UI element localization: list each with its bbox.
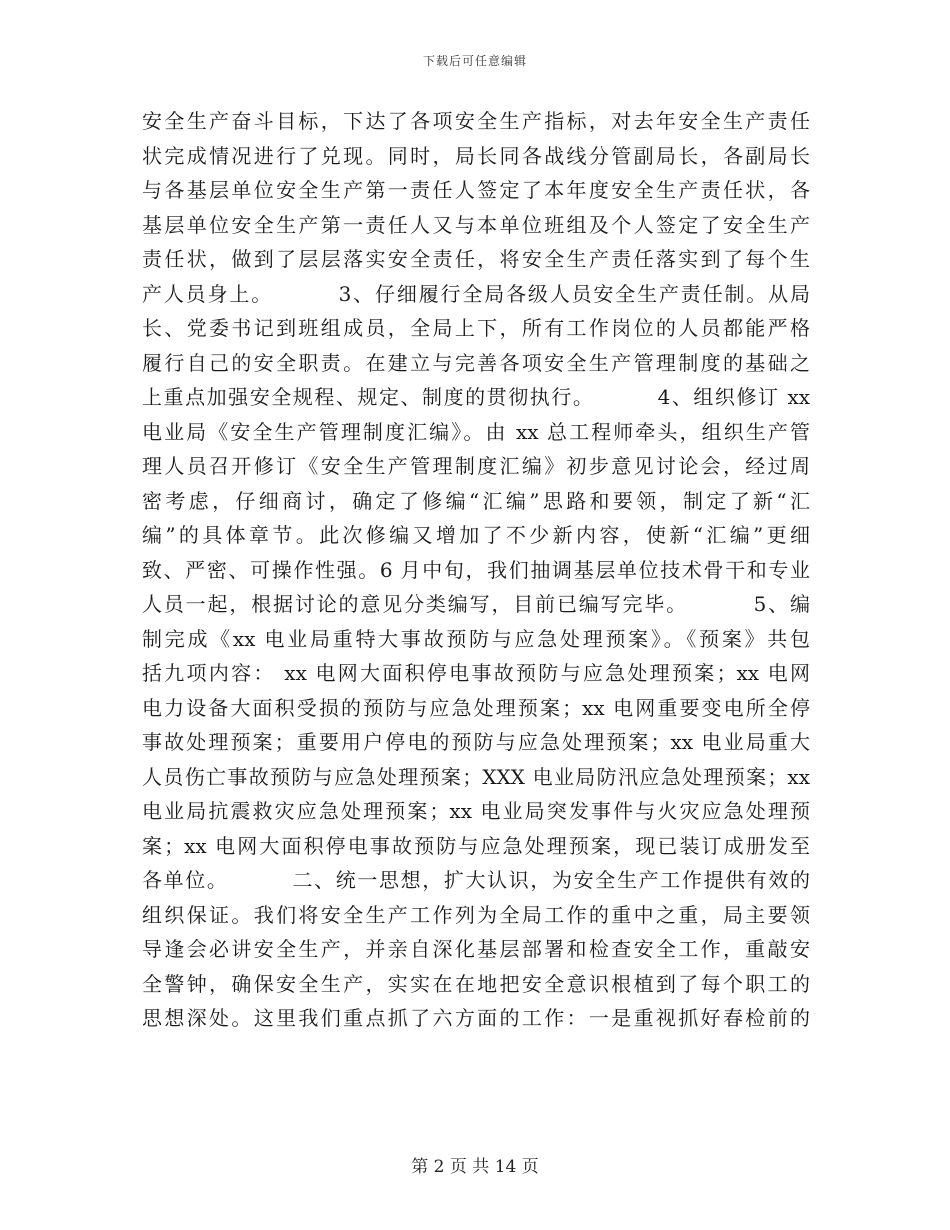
text-line: 各单位。 二、统一思想，扩大认识，为安全生产工作提供有效的 bbox=[142, 868, 810, 892]
text-line: 密考虑，仔细商讨，确定了修编“汇编”思路和要领，制定了新“汇 bbox=[142, 488, 810, 513]
text-line: 思想深处。这里我们重点抓了六方面的工作：一是重视抓好春检前的 bbox=[142, 1006, 810, 1030]
text-line: 人员伤亡事故预防与应急处理预案；XXX 电业局防汛应急处理预案；xx bbox=[142, 764, 810, 789]
text-line: 上重点加强安全规程、规定、制度的贯彻执行。 4、组织修订 xx bbox=[142, 385, 810, 409]
text-line: 与各基层单位安全生产第一责任人签定了本年度安全生产责任状，各 bbox=[142, 178, 810, 202]
text-line: 组织保证。我们将安全生产工作列为全局工作的重中之重，局主要领 bbox=[142, 902, 810, 927]
text-line: 长、党委书记到班组成员，全局上下，所有工作岗位的人员都能严格 bbox=[142, 316, 810, 340]
text-line: 制完成《xx 电业局重特大事故预防与应急处理预案》。《预案》共包 bbox=[142, 626, 810, 651]
text-line: 导逢会必讲安全生产，并亲自深化基层部署和检查安全工作，重敲安 bbox=[142, 937, 810, 961]
text-line: 案；xx 电网大面积停电事故预防与应急处理预案，现已装订成册发至 bbox=[142, 833, 810, 858]
text-line: 理人员召开修订《安全生产管理制度汇编》初步意见讨论会，经过周 bbox=[142, 454, 810, 478]
page-header: 下载后可任意编辑 bbox=[422, 54, 527, 68]
text-line: 产人员身上。 3、仔细履行全局各级人员安全生产责任制。从局 bbox=[142, 281, 810, 306]
text-line: 电业局抗震救灾应急处理预案；xx 电业局突发事件与火灾应急处理预 bbox=[142, 799, 810, 823]
text-line: 状完成情况进行了兑现。同时，局长同各战线分管副局长，各副局长 bbox=[142, 143, 810, 168]
document-body bbox=[142, 104, 810, 1036]
text-line: 基层单位安全生产第一责任人又与本单位班组及个人签定了安全生产 bbox=[142, 212, 810, 237]
text-line: 人员一起，根据讨论的意见分类编写，目前已编写完毕。 5、编 bbox=[142, 592, 810, 616]
text-line: 括九项内容： xx 电网大面积停电事故预防与应急处理预案；xx 电网 bbox=[142, 661, 810, 685]
text-line: 电力设备大面积受损的预防与应急处理预案；xx 电网重要变电所全停 bbox=[142, 695, 810, 720]
text-line: 全警钟，确保安全生产，实实在在地把安全意识根植到了每个职工的 bbox=[142, 971, 810, 996]
text-line: 编”的具体章节。此次修编又增加了不少新内容，使新“汇编”更细 bbox=[142, 523, 810, 547]
page-number-footer: 第 2 页 共 14 页 bbox=[411, 1157, 539, 1177]
text-line: 安全生产奋斗目标，下达了各项安全生产指标，对去年安全生产责任 bbox=[142, 109, 810, 133]
text-line: 履行自己的安全职责。在建立与完善各项安全生产管理制度的基础之 bbox=[142, 350, 810, 375]
text-line: 事故处理预案；重要用户停电的预防与应急处理预案；xx 电业局重大 bbox=[142, 730, 810, 754]
text-line: 责任状，做到了层层落实安全责任，将安全生产责任落实到了每个生 bbox=[142, 247, 810, 271]
text-line: 致、严密、可操作性强。6 月中旬，我们抽调基层单位技术骨干和专业 bbox=[142, 557, 810, 582]
text-line: 电业局《安全生产管理制度汇编》。由 xx 总工程师牵头，组织生产管 bbox=[142, 419, 810, 444]
